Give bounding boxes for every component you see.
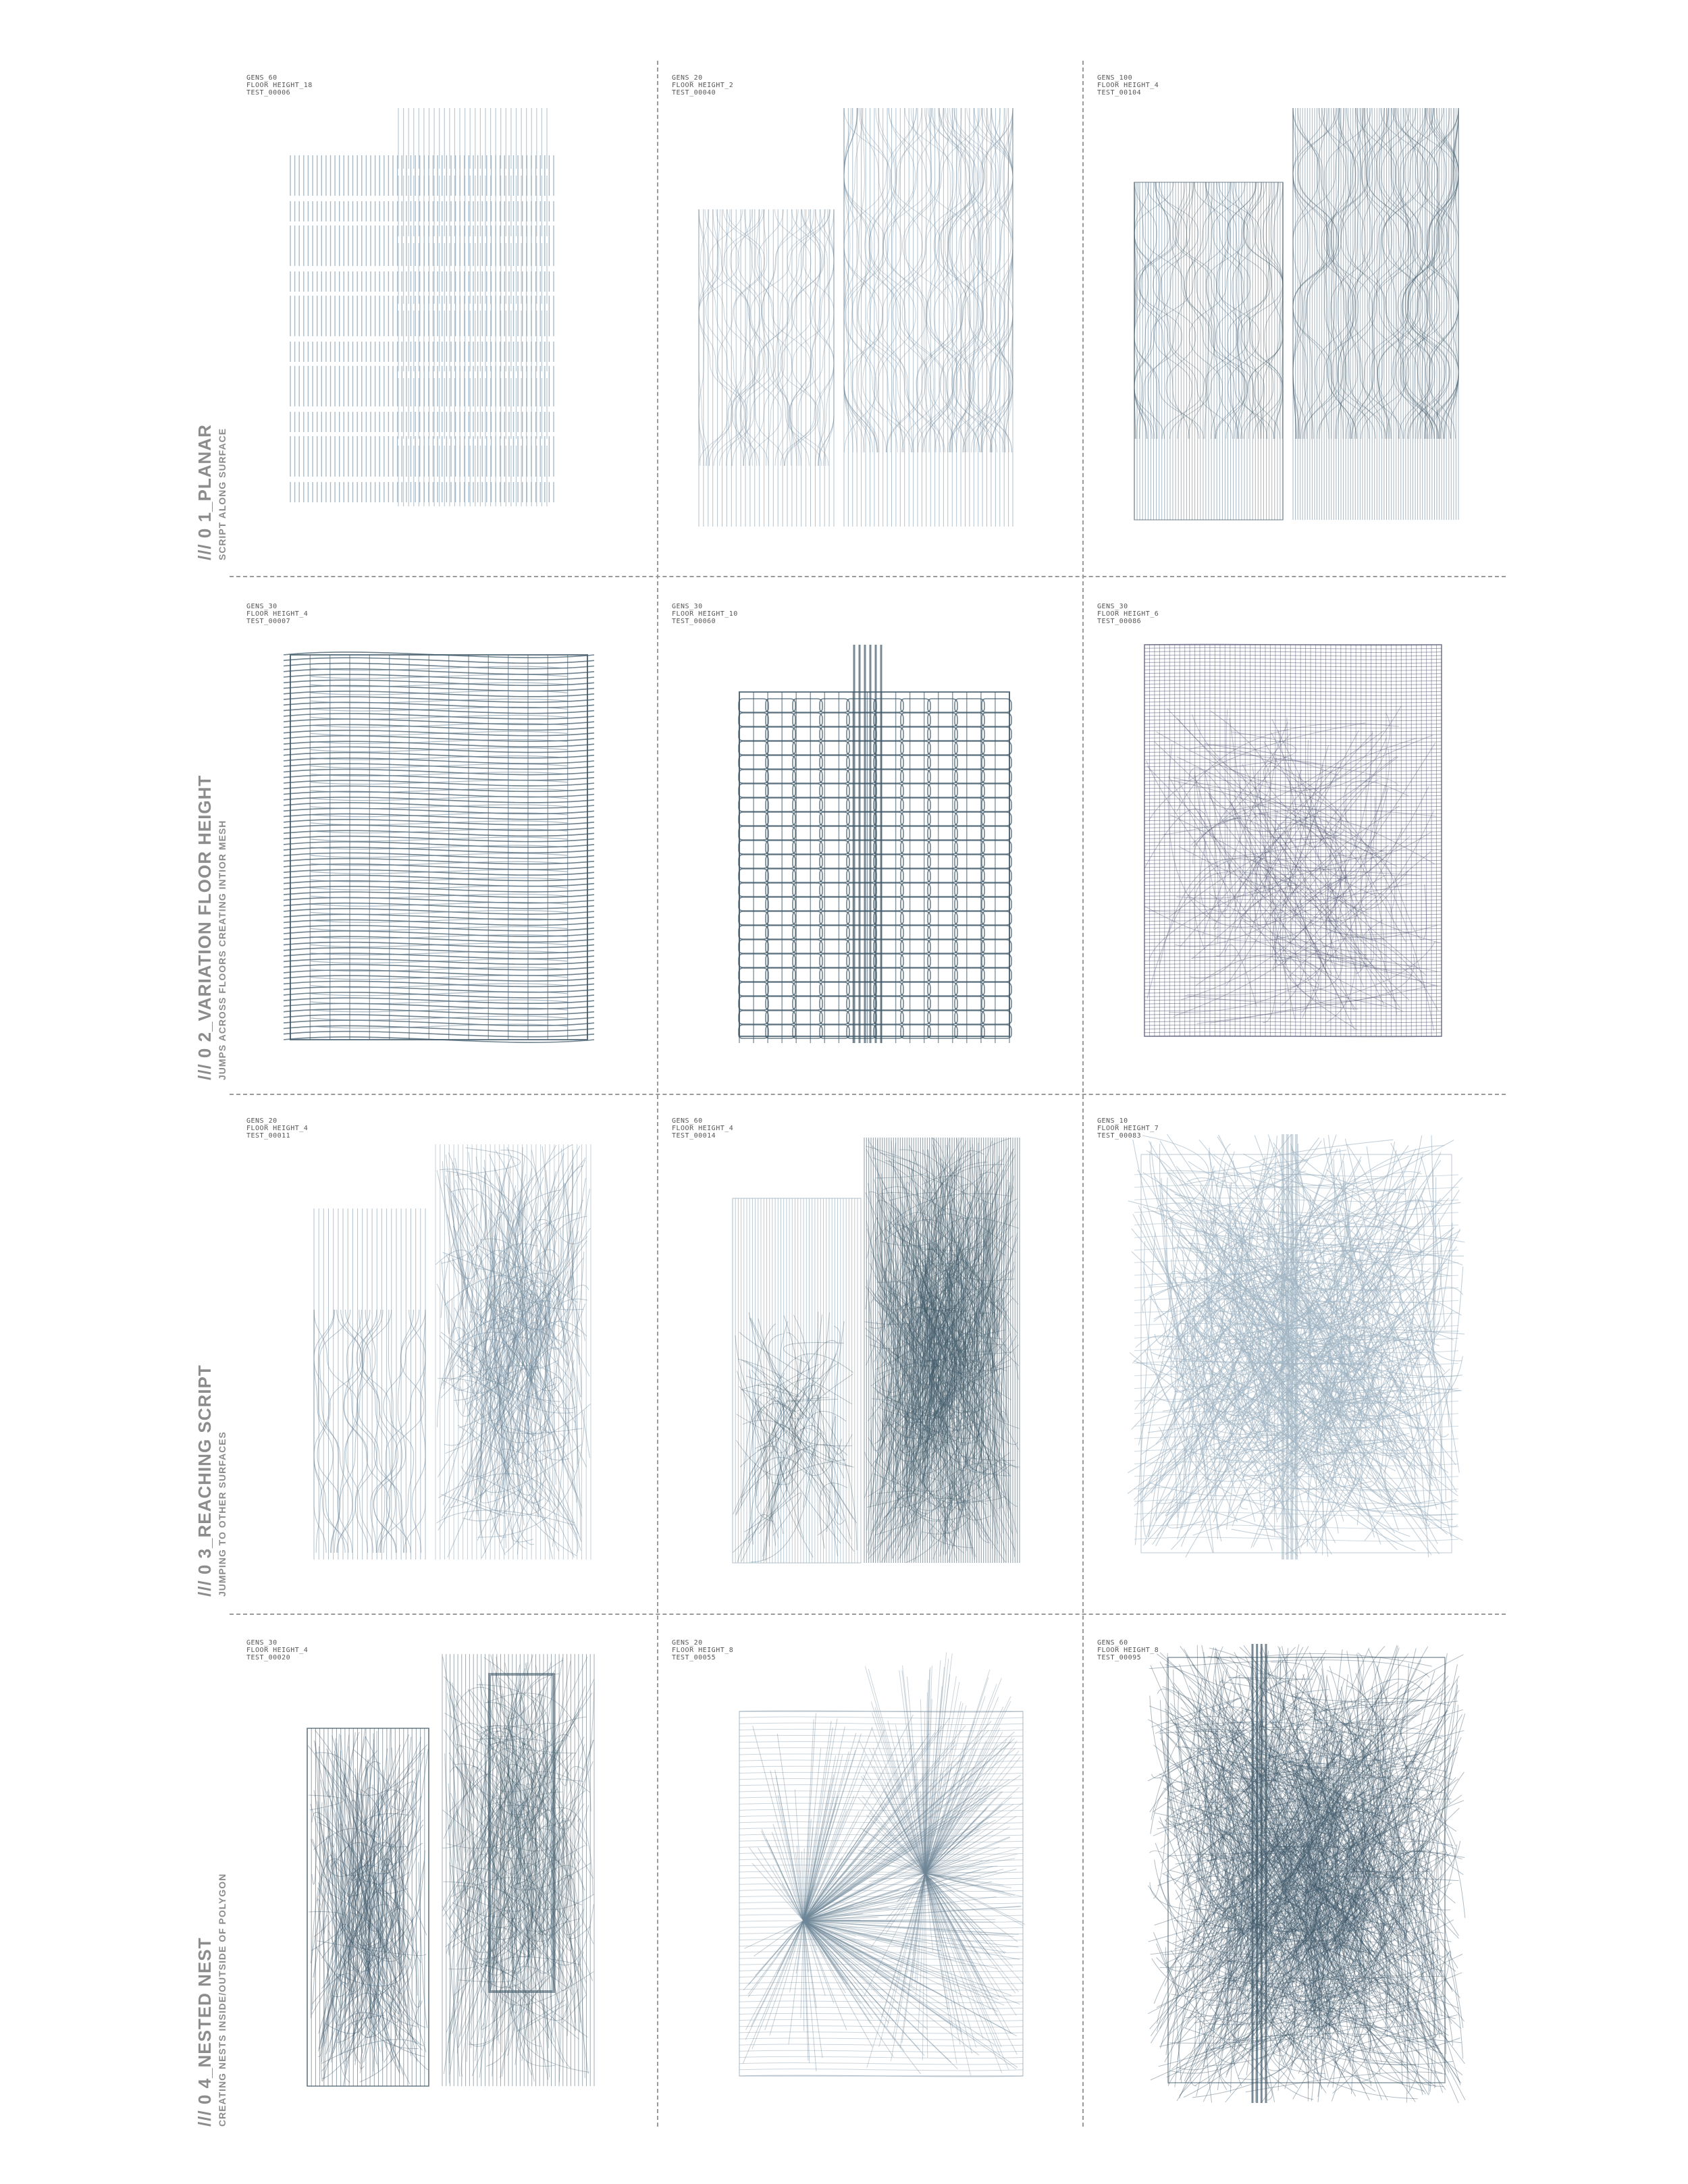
test-label: TEST_00083	[1097, 1132, 1142, 1140]
row-subtitle: SCRIPT ALONG SURFACE	[217, 427, 228, 560]
test-label: TEST_00006	[246, 89, 291, 97]
row-subtitle: CREATING NESTS INSIDE/OUTSIDE OF POLYGON	[217, 1873, 228, 2127]
reaching-dense-drawing	[729, 1138, 1026, 1566]
gens-label: GENS_60	[1097, 1639, 1128, 1647]
line-work	[733, 1138, 1020, 1563]
test-label: TEST_00014	[672, 1132, 716, 1140]
line-work	[699, 108, 1013, 527]
gens-label: GENS_20	[672, 74, 703, 82]
test-label: TEST_00104	[1097, 89, 1142, 97]
row-title: /// 0 1_PLANAR	[194, 424, 215, 560]
panel-tag	[246, 1117, 308, 1140]
line-work	[1134, 108, 1458, 520]
line-work	[739, 645, 1011, 1043]
row-title: /// 0 2_VARIATION FLOOR HEIGHT	[194, 774, 215, 1080]
test-label: TEST_00007	[246, 618, 291, 625]
floor-height-label: FLOOR HEIGHT_10	[672, 610, 738, 618]
test-label: TEST_00086	[1097, 618, 1142, 625]
planar-twin-tower-drawing	[692, 101, 1043, 540]
row-divider	[230, 1094, 1506, 1095]
row-label-3	[194, 1364, 228, 1597]
floor-height-coil-drawing	[270, 641, 628, 1053]
floor-height-label: FLOOR HEIGHT_18	[246, 82, 313, 89]
test-label: TEST_00020	[246, 1654, 291, 1661]
gens-label: GENS_100	[1097, 74, 1133, 82]
panel-tag	[246, 74, 313, 97]
nested-tangle-drawing	[1148, 1644, 1465, 2103]
row-label-2	[194, 775, 228, 1080]
gens-label: GENS_30	[1097, 603, 1128, 610]
floor-height-label: FLOOR HEIGHT_4	[246, 610, 309, 618]
nested-nest-drawing	[297, 1654, 614, 2093]
gens-label: GENS_30	[672, 603, 703, 610]
line-work	[1128, 1134, 1465, 1560]
panel-tag	[672, 74, 733, 97]
gens-label: GENS_60	[246, 74, 278, 82]
nested-fan-drawing	[736, 1651, 1033, 2083]
gens-label: GENS_30	[246, 1639, 278, 1647]
row-title: /// 0 3_REACHING SCRIPT	[194, 1364, 215, 1597]
gens-label: GENS_20	[672, 1639, 703, 1647]
panel-tag	[246, 603, 308, 625]
panel-tag	[1097, 603, 1159, 625]
floor-height-label: FLOOR HEIGHT_4	[246, 1125, 309, 1132]
row-subtitle: JUMPS ACROSS FLOORS CREATING INTIOR MESH	[217, 820, 228, 1080]
floor-height-label: FLOOR HEIGHT_4	[672, 1125, 734, 1132]
row-subtitle: JUMPING TO OTHER SURFACES	[217, 1431, 228, 1597]
panel-tag	[672, 1639, 733, 1661]
test-label: TEST_00040	[672, 89, 716, 97]
line-work	[307, 1654, 594, 2086]
test-label: TEST_00055	[672, 1654, 716, 1661]
row-label-1	[194, 424, 228, 560]
line-work	[1148, 1644, 1465, 2103]
test-label: TEST_00060	[672, 618, 716, 625]
row-divider	[230, 1614, 1506, 1615]
line-work	[739, 1653, 1025, 2077]
gens-label: GENS_20	[246, 1117, 278, 1125]
floor-height-mesh-drawing	[1134, 638, 1452, 1050]
row-title: /// 0 4_NESTED NEST	[194, 1937, 215, 2127]
planar-tower-drawing	[284, 101, 581, 540]
line-work	[1144, 644, 1442, 1037]
planar-split-tower-drawing	[1128, 88, 1472, 533]
floor-height-label: FLOOR HEIGHT_6	[1097, 610, 1159, 618]
panel-tag	[672, 603, 738, 625]
floor-height-label: FLOOR HEIGHT_7	[1097, 1125, 1159, 1132]
gens-label: GENS_30	[246, 603, 278, 610]
line-work	[314, 1144, 591, 1560]
test-label: TEST_00011	[246, 1132, 291, 1140]
reaching-light-drawing	[1121, 1134, 1472, 1566]
floor-height-loop-drawing	[726, 638, 1030, 1050]
row-label-4	[194, 1873, 228, 2127]
floor-height-label: FLOOR HEIGHT_8	[672, 1647, 734, 1654]
floor-height-label: FLOOR HEIGHT_4	[246, 1647, 309, 1654]
test-label: TEST_00095	[1097, 1654, 1142, 1661]
reaching-script-drawing	[307, 1141, 598, 1566]
floor-height-label: FLOOR HEIGHT_8	[1097, 1647, 1159, 1654]
floor-height-label: FLOOR HEIGHT_4	[1097, 82, 1159, 89]
row-divider	[230, 576, 1506, 577]
floor-height-label: FLOOR HEIGHT_2	[672, 82, 734, 89]
line-work	[284, 652, 594, 1042]
panel-tag	[672, 1117, 733, 1140]
gens-label: GENS_10	[1097, 1117, 1128, 1125]
gens-label: GENS_60	[672, 1117, 703, 1125]
line-work	[290, 108, 554, 513]
